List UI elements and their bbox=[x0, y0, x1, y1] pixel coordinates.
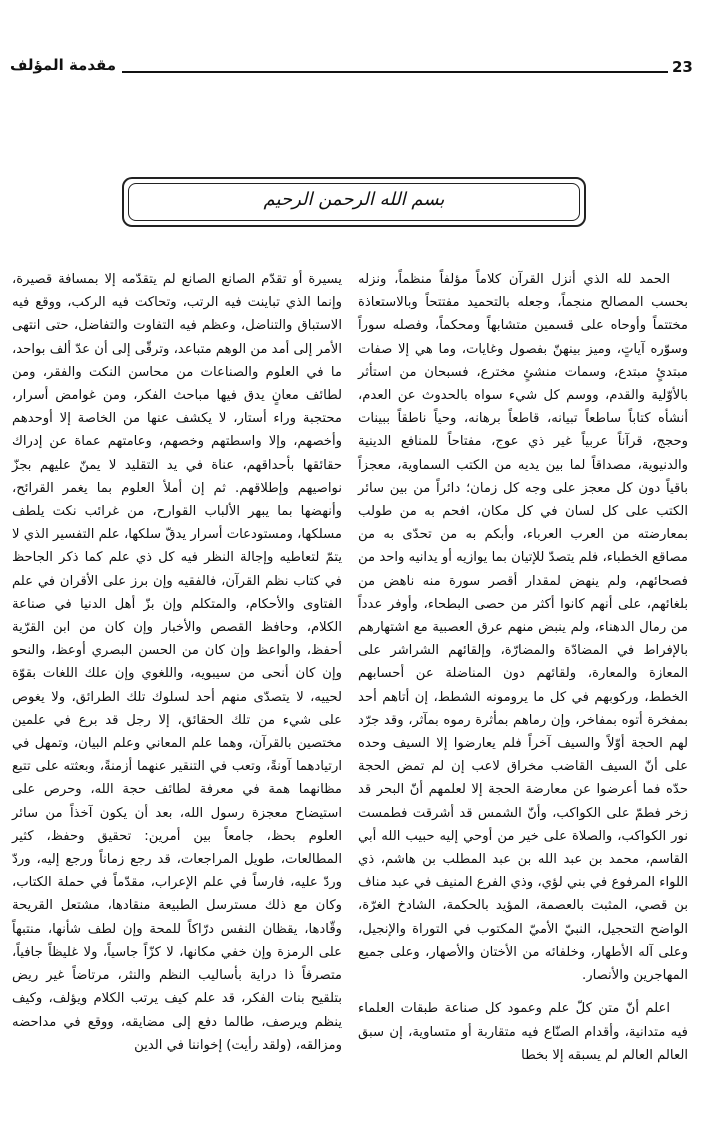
paragraph: اعلم أنّ متن كلّ علم وعمود كل صناعة طبقات العلماء فيه متدانية، وأقدام الصنّاع فيه متقاربة أو متساوية، إن سبق العالم العالم لم يسبقه إلا بخطا bbox=[358, 1001, 688, 1063]
text-column-right bbox=[358, 268, 688, 1077]
text-column-left bbox=[12, 268, 342, 1067]
page-header bbox=[10, 52, 693, 82]
page-number: 23 bbox=[672, 58, 693, 76]
paragraph: الحمد لله الذي أنزل القرآن كلاماً مؤلفاً منظماً، ونزله بحسب المصالح منجماً، وجعله بالتحميد مفتتحاً وبالاستعاذة مختتماً وأوحاه على قسمين متشابهاً ومحكماً، وفصله سوراً وسوّره آياتٍ، وميز بينهنّ بفصول وغايات، وما هي إلا صفات مبتدئٍ مبتدع، وسمات منشئٍ مخترع، فسبحان من استأثر بالأوّلية والقدم، ووسم كل شيء سواه بالحدوث عن العدم، أنشأه كتاباً ساطعاً تبيانه، قاطعاً برهانه، وحياً ناطقاً ببينات وحجج، قرآناً عربياً غير ذي عوج، مفتاحاً للمنافع الدينية والدنيوية، مصداقاً لما بين يديه من الكتب السماوية، معجزاً باقياً دون كل معجز على وجه كل زمان؛ دائراً من بين سائر الكتب على كل لسان في كل مكان، افحم به من طولب بمعارضته من العرب العرباء، وأبكم به من تحدّى به من مصاقع الخطباء، فلم يتصدّ للإتيان بما يوازيه أو يدانيه واحد من فصحائهم، ولم ينهض لمقدار أقصر سورة منه ناهض من بلغائهم، على أنهم كانوا أكثر من حصى البطحاء، وأوفر عدداً من رمال الدهناء، ولم ينبض منهم عرق العصبية مع اشتهارهم بالإفراط في المضادّة والمضارّة، وإلقائهم الشراشر على المعازة والمعارة، ولقائهم دون المناضلة عن أحسابهم الخطط، وركوبهم في كل ما يرومونه الشطط، إن أتاهم أحد بمفخرة أتوه بمفاخر، وإن رماهم بمأثرة رموه بمآثر، وقد جرّد لهم الحجة أوّلاً والسيف آخراً فلم يعارضوا إلا السيف وحده على أنّ السيف القاضب مخراق لاعب إن لم تمض الحجة حدّه فما أعرضوا عن معارضة الحجة إلا لعلمهم أنّ البحر قد زخر فطمّ على الكواكب، وأنّ الشمس قد أشرقت فطمست نور الكواكب، والصلاة على خير من أوحي إليه حبيب الله أبي القاسم، محمد بن عبد الله بن عبد المطلب بن هاشم، ذي اللواء المرفوع في بني لؤي، وذي الفرع المنيف في عبد مناف بن قصي، المثبت بالعصمة، المؤيد بالحكمة، الشادخ الغرّة، الواضح التحجيل، النبيّ الأميّ المكتوب في التوراة والإنجيل، وعلى آله الأطهار، وخلفائه من الأختان والأصهار، وعلى جميع المهاجرين والأنصار. bbox=[358, 272, 688, 984]
running-title: مقدمة المؤلف bbox=[10, 56, 117, 74]
paragraph: يسيرة أو تقدّم الصانع الصانع لم يتقدّمه إلا بمسافة قصيرة، وإنما الذي تباينت فيه الرتب، وتحاكت فيه الركب، ووقع فيه الاستباق والتناضل، وعظم فيه التفاوت والتفاضل، حتى انتهى الأمر إلى أمد من الوهم متباعد، وترقّى إلى أن عدّ ألف بواحد، ما في العلوم والصناعات من محاسن النكت والفقر، ومن لطائف معانٍ يدق فيها مباحث الفكر، ومن غوامض أسرار، محتجبة وراء أستار، لا يكشف عنها من الخاصة إلا أوحدهم وأخصهم، وإلا واسطتهم وخصهم، وعامتهم عماة عن إدراك حقائقها بأحداقهم، عناة في يد التقليد لا يمنّ عليهم بجزّ نواصيهم وإطلاقهم. ثم إن أملأ العلوم بما يغمر القرائح، وأنهضها بما يبهر الألباب القوارح، من غرائب نكت يلطف مسلكها، ومستودعات أسرار يدقّ سلكها، علم التفسير الذي لا يتمّ لتعاطيه وإجالة النظر فيه كل ذي علم كما ذكر الجاحظ في كتاب نظم القرآن، فالفقيه وإن برز على الأقران في علم الفتاوى والأحكام، والمتكلم وإن بزّ أهل الدنيا في صناعة الكلام، وحافظ القصص والأخبار وإن كان من ابن القرّية أحفظ، والواعظ وإن كان من الحسن البصري أوعظ، والنحو وإن كان أنحى من سيبويه، واللغوي وإن علك اللغات بقوّة لحييه، لا يتصدّى منهم أحد لسلوك تلك الطرائق، ولا يغوص على شيء من تلك الحقائق، إلا رجل قد برع في علمين مختصين بالقرآن، وهما علم المعاني وعلم البيان، وتمهل في ارتيادهما آونةً، وتعب في التنقير عنهما أزمنةً، وبعثته على تتبع مظانهما همة في معرفة لطائف حجة الله، وحرص على استيضاح معجزة رسول الله، بعد أن يكون آخذاً من سائر العلوم بحظ، جامعاً بين أمرين: تحقيق وحفظ، كثير المطالعات، طويل المراجعات، قد رجع زماناً ورجع إليه، وردّ وردّ عليه، فارساً في علم الإعراب، مقدّماً في حملة الكتاب، وكان مع ذلك مسترسل الطبيعة منقادها، مشتعل القريحة وقّادها، يقظان النفس درّاكاً للمحة وإن لطف شأنها، منتبهاً على الرمزة وإن خفي مكانها، لا كزّاً جاسياً، ولا غليظاً جافياً، متصرفاً ذا دراية بأساليب النظم والنثر، مرتاضاً غير ريض بتلقيح بنات الفكر، قد علم كيف يرتب الكلام ويؤلف، وكيف ينظم ويرصف، طالما دفع إلى مضايقه، ووقع في مداحضه ومزالقه، (ولقد رأيت) إخواننا في الدين bbox=[12, 272, 342, 1053]
basmala-text: بسم الله الرحمن الرحيم bbox=[263, 189, 445, 210]
basmala-frame bbox=[122, 177, 586, 227]
header-rule bbox=[122, 71, 668, 73]
